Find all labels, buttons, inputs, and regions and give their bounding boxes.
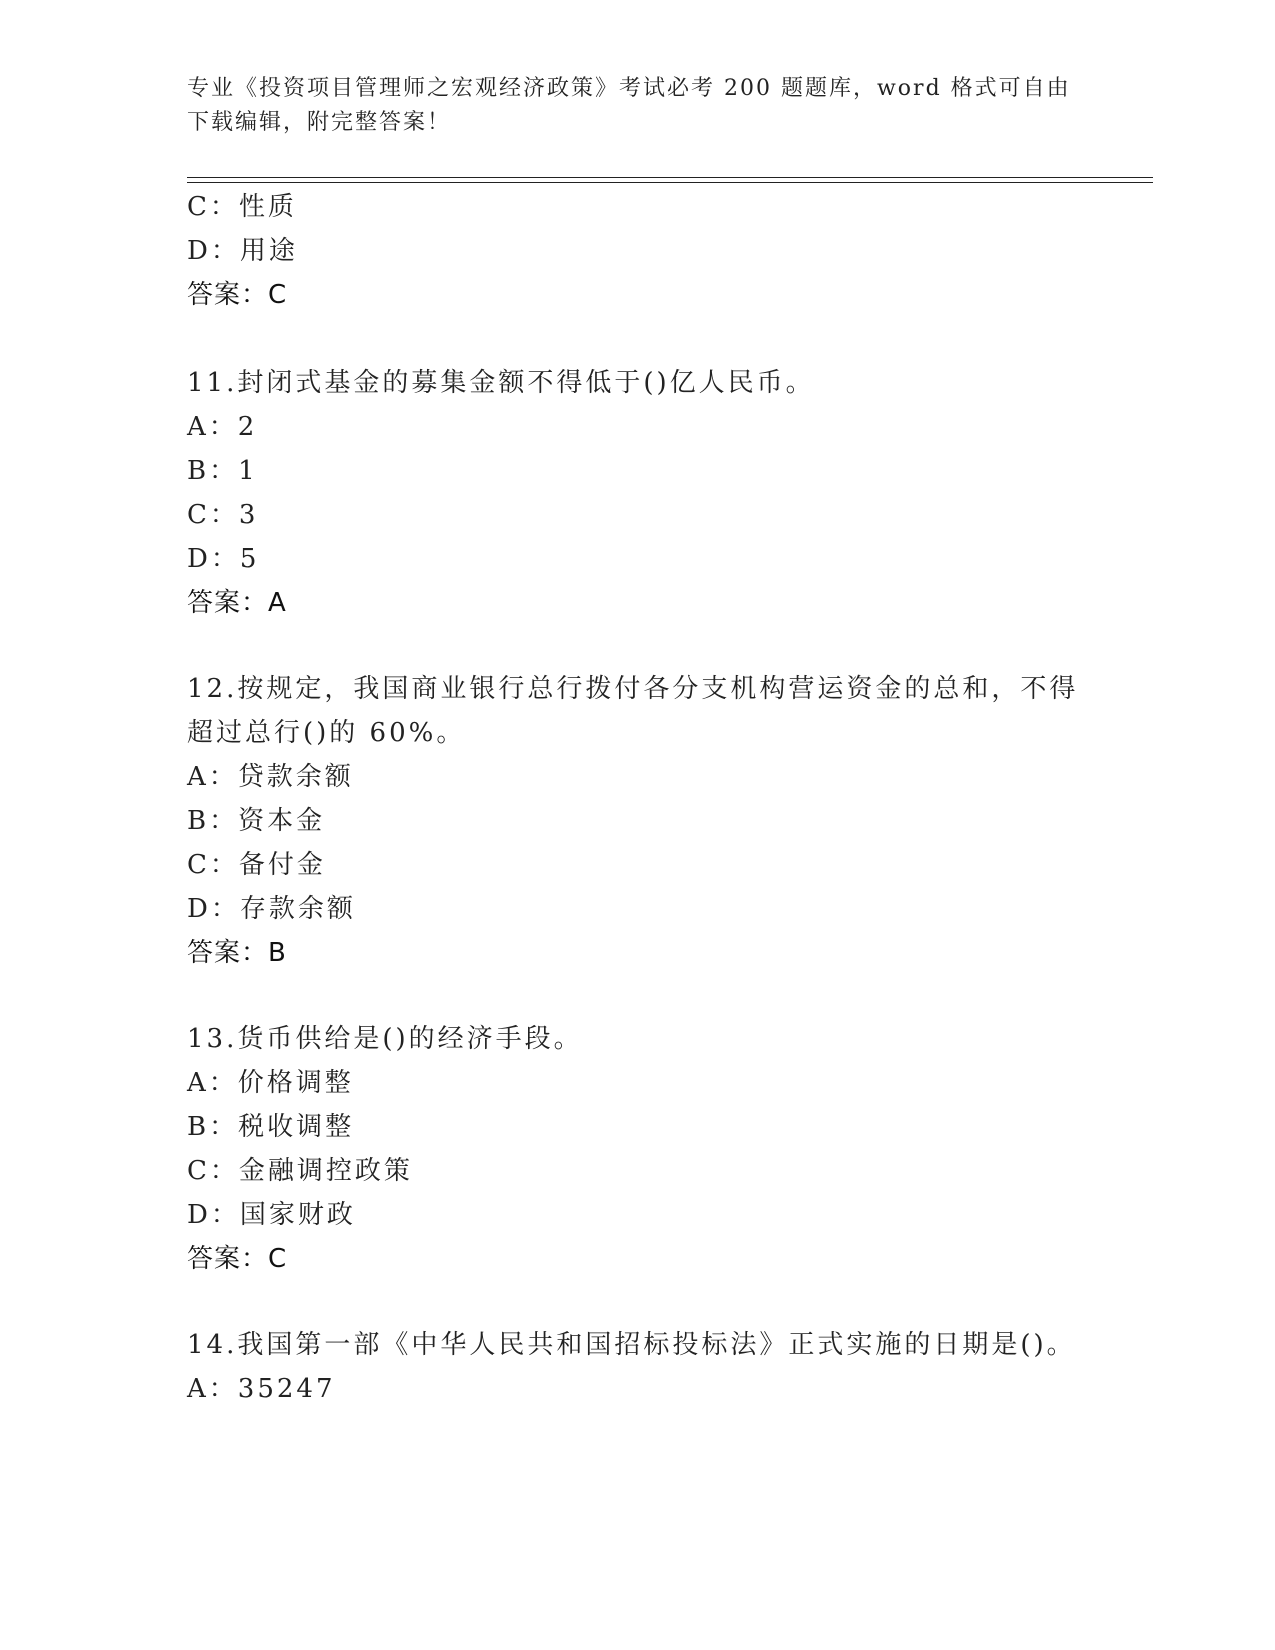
q13-option-d: D：国家财政: [187, 1200, 356, 1230]
q11-option-b: B：1: [187, 456, 258, 486]
q11-option-d: D：5: [187, 544, 260, 574]
q11-option-c: C：3: [187, 500, 259, 530]
q12-question-line-1: 12.按规定，我国商业银行总行拨付各分支机构营运资金的总和，不得: [187, 674, 1079, 704]
q10-option-d: D：用途: [187, 236, 298, 266]
q12-answer: 答案：B: [187, 938, 287, 968]
q10-answer: 答案：C: [187, 280, 288, 310]
q12-option-c: C：备付金: [187, 850, 326, 880]
q14-question: 14.我国第一部《中华人民共和国招标投标法》正式实施的日期是()。: [187, 1330, 1076, 1360]
q12-option-a: A：贷款余额: [187, 762, 354, 792]
q12-option-d: D：存款余额: [187, 894, 356, 924]
q12-option-b: B：资本金: [187, 806, 326, 836]
q12-question-line-2: 超过总行()的 60%。: [187, 718, 466, 748]
header-divider-top: [187, 177, 1153, 178]
q13-option-b: B：税收调整: [187, 1112, 355, 1142]
q13-answer: 答案：C: [187, 1244, 288, 1274]
q13-option-c: C：金融调控政策: [187, 1156, 413, 1186]
q11-question: 11.封闭式基金的募集金额不得低于()亿人民币。: [187, 368, 815, 398]
q14-option-a: A：35247: [187, 1374, 336, 1404]
q13-option-a: A：价格调整: [187, 1068, 354, 1098]
q11-answer: 答案：A: [187, 588, 287, 618]
document-header: [187, 72, 1087, 140]
q10-option-c: C：性质: [187, 192, 297, 222]
header-line-2: 下载编辑，附完整答案！: [187, 110, 452, 135]
q11-option-a: A：2: [187, 412, 258, 442]
header-divider-bottom: [187, 182, 1153, 183]
q13-question: 13.货币供给是()的经济手段。: [187, 1024, 583, 1054]
header-line-1: 专业《投资项目管理师之宏观经济政策》考试必考 200 题题库，word 格式可自由: [187, 76, 1071, 101]
